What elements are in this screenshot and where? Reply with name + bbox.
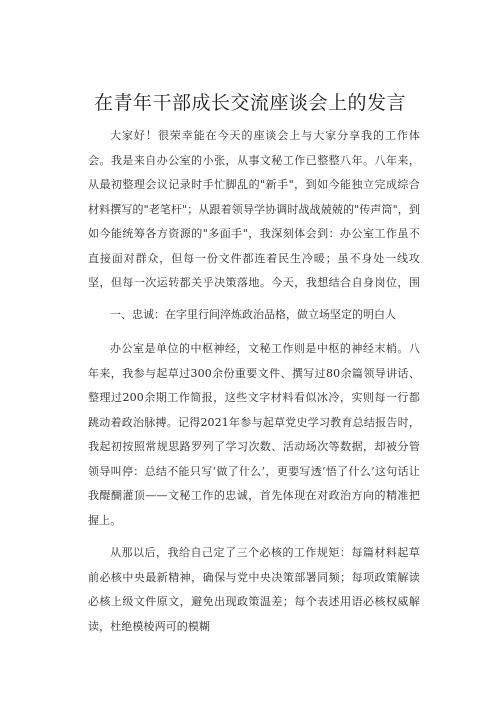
paragraph-gap <box>88 329 420 337</box>
paragraph-gap <box>88 295 420 303</box>
document-title: 在青年干部成长交流座谈会上的发言 <box>93 92 406 114</box>
document-body <box>88 124 420 688</box>
paragraph-intro: 大家好！很荣幸能在今天的座谈会上与大家分享我的工作体会。我是来自办公室的小张，从事文秘工作已整整八年。八年来，从最初整理会议记录时手忙脚乱的"新手"，到如今能独立完成综合材料撰写的"老笔杆"；从跟着领导学协调时战战兢兢的"传声筒"，到如今能统筹各方资源的"多面手"，我深刻体会到：办公室工作虽不直接面对群众，但每一份文件都连着民生冷暖；虽不身处一线攻坚，但每一次运转都关乎决策落地。今天，我想结合自身岗位，围 <box>88 129 420 289</box>
paragraph-2: 办公室是单位的中枢神经，文秘工作则是中枢的神经末梢。八年来，我参与起草过300余份重要文件、撰写过80余篇领导讲话、整理过200余期工作简报，这些文字材料看似冰冷，实则每一行都跳动着政治脉搏。记得2021年参与起草党史学习教育总结报告时，我起初按照常规思路罗列了学习次数、活动场次等数据，却被分管领导叫停：总结不能只写‘做了什么’，更要写透‘悟了什么’这句话让我醍醐灌顶——文秘工作的忠诚，首先体现在对政治方向的精准把握上。 <box>88 342 420 527</box>
paragraph-3: 从那以后，我给自己定了三个必核的工作规矩：每篇材料起草前必核中央最新精神，确保与党中央决策部署同频；每项政策解读必核上级文件原文，避免出现政策温差；每个表述用语必核权威解读，杜绝模棱两可的模糊 <box>88 546 420 633</box>
section-heading-1: 一、忠诚：在字里行间淬炼政治品格，做立场坚定的明白人 <box>110 308 396 321</box>
paragraph-gap <box>88 533 420 541</box>
